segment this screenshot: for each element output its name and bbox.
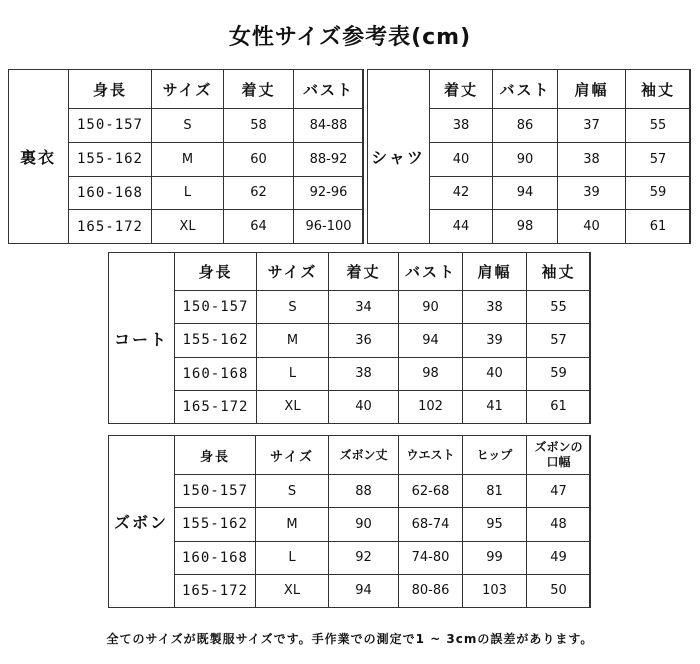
pants-cell: 150-157 (175, 475, 256, 508)
coat-cell: 34 (329, 291, 399, 324)
shirt-cell: 98 (493, 210, 558, 244)
coat-cell: 98 (399, 357, 463, 390)
uragi-cell: 62 (224, 176, 294, 210)
uragi-header-length: 着丈 (224, 70, 294, 109)
pants-cell: S (256, 475, 329, 508)
table-row (69, 109, 364, 143)
coat-cell: 94 (399, 324, 463, 357)
table-row (175, 574, 591, 607)
uragi-cell: 84-88 (294, 109, 364, 143)
uragi-header-size: サイズ (152, 70, 224, 109)
coat-cell: 39 (463, 324, 527, 357)
coat-cell: 57 (527, 324, 591, 357)
pants-cell: 99 (463, 541, 527, 574)
table-row (69, 142, 364, 176)
table-row (430, 176, 691, 210)
coat-header-bust: バスト (399, 253, 463, 291)
pants-header-waist: ウエスト (399, 436, 463, 475)
uragi-cell: 150-157 (69, 109, 152, 143)
pants-cell: 50 (527, 574, 591, 607)
coat-table (174, 252, 591, 424)
table-row (175, 357, 591, 390)
coat-cell: 55 (527, 291, 591, 324)
coat-header-shoulder: 肩幅 (463, 253, 527, 291)
coat-cell: 40 (463, 357, 527, 390)
pants-cell: 49 (527, 541, 591, 574)
uragi-cell: L (152, 176, 224, 210)
pants-label: ズボン (113, 513, 168, 532)
page-title: 女性サイズ参考表(cm) (228, 25, 472, 50)
coat-header-sleeve: 袖丈 (527, 253, 591, 291)
table-row (175, 541, 591, 574)
pants-cell: L (256, 541, 329, 574)
pants-cell: 160-168 (175, 541, 256, 574)
pants-cell: 62-68 (399, 475, 463, 508)
coat-cell: L (257, 357, 329, 390)
shirt-cell: 59 (626, 176, 691, 210)
uragi-cell: 160-168 (69, 176, 152, 210)
pants-cell: 80-86 (399, 574, 463, 607)
shirt-cell: 86 (493, 109, 558, 143)
coat-cell: 102 (399, 390, 463, 423)
coat-cell: 165-172 (175, 390, 257, 423)
pants-header-size: サイズ (256, 436, 329, 475)
uragi-header-height: 身長 (69, 70, 152, 109)
pants-table (174, 435, 591, 608)
table-row (69, 176, 364, 210)
table-row (175, 291, 591, 324)
shirt-cell: 44 (430, 210, 493, 244)
shirt-cell: 94 (493, 176, 558, 210)
uragi-cell: 92-96 (294, 176, 364, 210)
pants-cell: 81 (463, 475, 527, 508)
coat-cell: 36 (329, 324, 399, 357)
pants-cell: 103 (463, 574, 527, 607)
table-row (175, 475, 591, 508)
shirt-cell: 57 (626, 142, 691, 176)
uragi-cell: 64 (224, 210, 294, 244)
shirt-table (429, 69, 691, 244)
pants-cell: XL (256, 574, 329, 607)
pants-cell: 165-172 (175, 574, 256, 607)
pants-header-length: ズボン丈 (329, 436, 399, 475)
coat-cell: XL (257, 390, 329, 423)
coat-cell: M (257, 324, 329, 357)
uragi-cell: XL (152, 210, 224, 244)
pants-header-hip: ヒップ (463, 436, 527, 475)
pants-cell: 90 (329, 508, 399, 541)
shirt-cell: 39 (558, 176, 626, 210)
coat-cell: 38 (329, 357, 399, 390)
shirt-cell: 42 (430, 176, 493, 210)
pants-cell: 47 (527, 475, 591, 508)
coat-header-height: 身長 (175, 253, 257, 291)
footnote: 全てのサイズが既製服サイズです。手作業での測定で1 ~ 3cmの誤差があります。 (106, 632, 594, 646)
coat-cell: 41 (463, 390, 527, 423)
shirt-cell: 40 (430, 142, 493, 176)
pants-cell: 74-80 (399, 541, 463, 574)
pants-header-hem: ズボンの口幅 (527, 436, 591, 475)
shirt-header-sleeve: 袖丈 (626, 70, 691, 109)
shirt-cell: 38 (430, 109, 493, 143)
coat-header-size: サイズ (257, 253, 329, 291)
pants-cell: 92 (329, 541, 399, 574)
pants-cell: 48 (527, 508, 591, 541)
table-row (175, 390, 591, 423)
uragi-cell: 58 (224, 109, 294, 143)
uragi-cell: 155-162 (69, 142, 152, 176)
shirt-cell: 38 (558, 142, 626, 176)
pants-cell: 94 (329, 574, 399, 607)
shirt-header-bust: バスト (493, 70, 558, 109)
shirt-cell: 61 (626, 210, 691, 244)
coat-cell: 160-168 (175, 357, 257, 390)
coat-cell: 61 (527, 390, 591, 423)
table-row (175, 324, 591, 357)
coat-cell: 59 (527, 357, 591, 390)
shirt-cell: 90 (493, 142, 558, 176)
coat-cell: S (257, 291, 329, 324)
shirt-cell: 40 (558, 210, 626, 244)
pants-cell: 155-162 (175, 508, 256, 541)
table-row (430, 142, 691, 176)
uragi-table (68, 69, 364, 244)
shirt-header-shoulder: 肩幅 (558, 70, 626, 109)
uragi-cell: 88-92 (294, 142, 364, 176)
uragi-cell: 165-172 (69, 210, 152, 244)
uragi-cell: M (152, 142, 224, 176)
table-row (430, 210, 691, 244)
table-row (175, 508, 591, 541)
coat-label: コート (113, 329, 168, 349)
shirt-header-length: 着丈 (430, 70, 493, 109)
uragi-label: 裏衣 (19, 148, 56, 167)
uragi-cell: 60 (224, 142, 294, 176)
table-row (430, 109, 691, 143)
coat-cell: 40 (329, 390, 399, 423)
coat-cell: 155-162 (175, 324, 257, 357)
uragi-cell: 96-100 (294, 210, 364, 244)
uragi-header-bust: バスト (294, 70, 364, 109)
coat-cell: 90 (399, 291, 463, 324)
shirt-label: シャツ (371, 148, 425, 167)
coat-cell: 38 (463, 291, 527, 324)
uragi-cell: S (152, 109, 224, 143)
table-row (69, 210, 364, 244)
shirt-cell: 55 (626, 109, 691, 143)
pants-header-height: 身長 (175, 436, 256, 475)
pants-cell: 68-74 (399, 508, 463, 541)
pants-cell: 95 (463, 508, 527, 541)
pants-cell: M (256, 508, 329, 541)
coat-cell: 150-157 (175, 291, 257, 324)
coat-header-length: 着丈 (329, 253, 399, 291)
shirt-cell: 37 (558, 109, 626, 143)
pants-cell: 88 (329, 475, 399, 508)
